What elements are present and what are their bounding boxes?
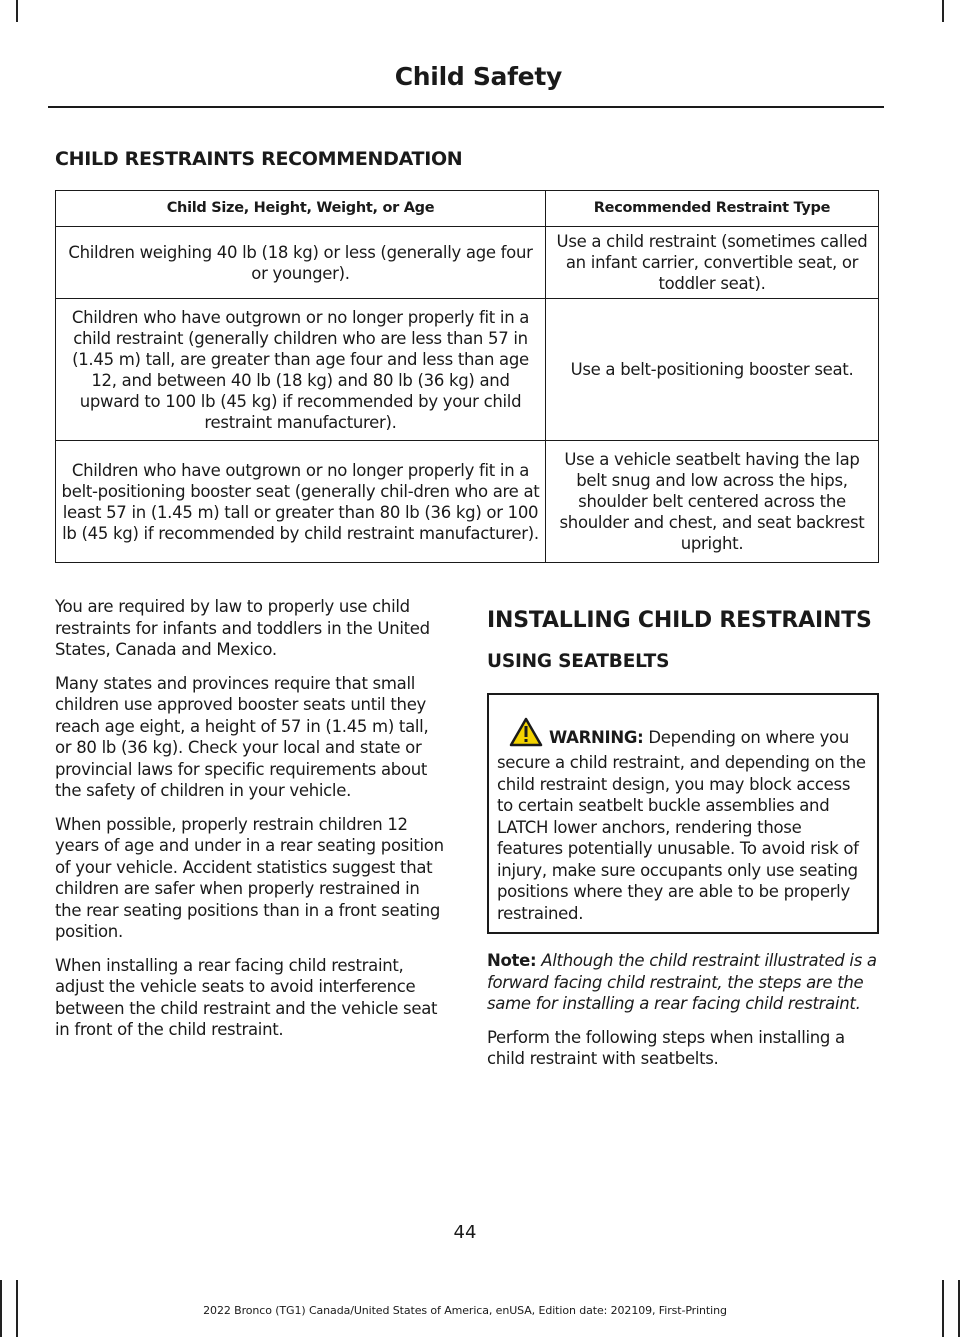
table-cell: Use a child restraint (sometimes called an infant carrier, convertible seat, or toddler seat).	[546, 227, 879, 299]
section-heading: INSTALLING CHILD RESTRAINTS	[487, 608, 872, 633]
table-row	[56, 441, 879, 563]
table-cell: Children weighing 40 lb (18 kg) or less (generally age four or younger).	[56, 227, 546, 299]
table-row	[56, 299, 879, 441]
subsection-heading: USING SEATBELTS	[487, 651, 670, 672]
note-text: Although the child restraint illustrated is a forward facing child restraint, the steps are the same for installing a rear facing child restraint.	[487, 951, 877, 1013]
crop-mark	[942, 0, 944, 22]
table-header-row	[56, 191, 879, 227]
body-paragraph: Perform the following steps when installing a child restraint with seatbelts.	[487, 1027, 845, 1068]
right-column	[487, 606, 879, 1082]
note-paragraph	[487, 950, 879, 1015]
table-header-cell: Recommended Restraint Type	[546, 191, 879, 227]
table-cell: Use a belt-positioning booster seat.	[546, 299, 879, 441]
body-paragraph: You are required by law to properly use child restraints for infants and toddlers in the United States, Canada and Mexico.	[55, 597, 430, 659]
footer-text: 2022 Bronco (TG1) Canada/United States of America, enUSA, Edition date: 202109, First-Printing	[203, 1304, 727, 1317]
body-paragraph: Many states and provinces require that small children use approved booster seats until they reach age eight, a height of 57 in (1.45 m) tall, or 80 lb (36 kg). Check your local and state or provincial laws for specific requirements about the safety of children in your vehicle.	[55, 673, 429, 800]
table-cell: Children who have outgrown or no longer properly fit in a child restraint (generally children who are less than 57 in (1.45 m) tall, are greater than age four and less than age 12, and between 40 lb (18 kg) and 80 lb (36 kg) and upward to 100 lb (45 kg) if recommended by your child restraint manufacturer).	[56, 299, 546, 441]
body-paragraph: When possible, properly restrain children 12 years of age and under in a rear seating position of your vehicle. Accident statistics suggest that children are safer when properly restrained in the rear seating positions than in a front seating position.	[55, 814, 444, 941]
table-header-cell: Child Size, Height, Weight, or Age	[56, 191, 546, 227]
warning-triangle-icon	[509, 717, 543, 753]
page-number: 44	[453, 1222, 477, 1243]
body-paragraph: When installing a rear facing child restraint, adjust the vehicle seats to avoid interference between the child restraint and the vehicle seat in front of the child restraint.	[55, 955, 438, 1039]
crop-mark	[16, 0, 18, 22]
warning-label: WARNING:	[549, 727, 644, 747]
warning-box	[487, 693, 879, 935]
left-column	[55, 596, 447, 1053]
warning-text: Depending on where you secure a child restraint, and depending on the child restraint design, you may block access to certain seatbelt buckle assemblies and LATCH lower anchors, rendering those features potentially unusable. To avoid risk of injury, make sure occupants only use seating positions where they are able to be properly restrained.	[497, 727, 866, 923]
note-label: Note:	[487, 951, 537, 970]
table-row	[56, 227, 879, 299]
page-header-title: Child Safety	[394, 62, 562, 91]
recommendation-table	[55, 190, 879, 563]
table-cell: Use a vehicle seatbelt having the lap belt snug and low across the hips, shoulder belt centered across the shoulder and chest, and seat backrest upright.	[546, 441, 879, 563]
header-rule	[48, 106, 884, 108]
crop-mark	[942, 1280, 944, 1337]
section-title: CHILD RESTRAINTS RECOMMENDATION	[55, 148, 463, 170]
table-cell: Children who have outgrown or no longer properly fit in a belt-positioning booster seat (generally chil-dren who are at least 57 in (1.45 m) tall or greater than 80 lb (36 kg) or 100 lb (45 kg) if recommended by child restraint manufacturer).	[56, 441, 546, 563]
